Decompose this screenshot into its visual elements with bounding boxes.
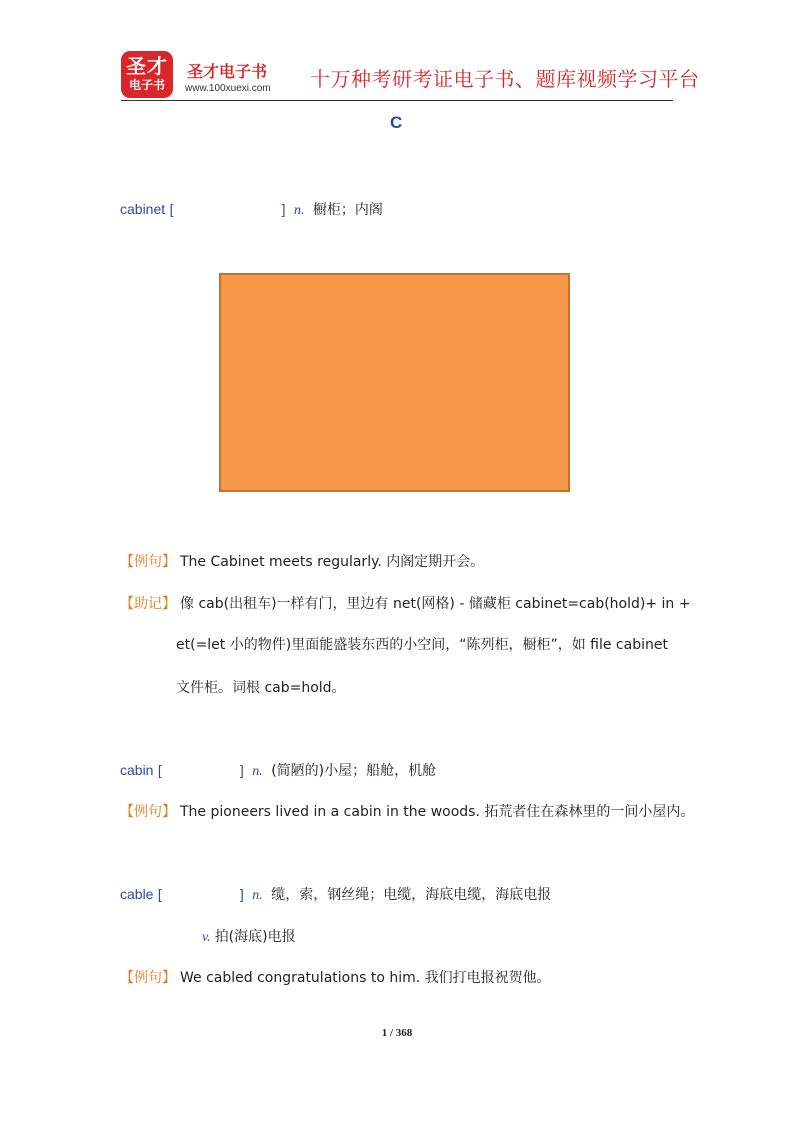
- entry-cable-verb-sense: [202, 926, 296, 946]
- entry-cabinet-example: [120, 551, 484, 571]
- headword: cabin: [120, 762, 154, 778]
- part-of-speech: n.: [252, 888, 263, 903]
- section-letter: C: [390, 113, 403, 132]
- brand-url: www.100xuexi.com: [185, 83, 271, 94]
- phonetic-open-bracket: [: [157, 886, 162, 902]
- illustration-image: [219, 273, 570, 492]
- entry-cabinet-headline: [120, 199, 383, 219]
- entry-cabinet-mnemonic: [120, 593, 690, 613]
- brand-name: 圣才电子书: [187, 62, 268, 81]
- logo-text-bottom: 电子书: [128, 78, 165, 92]
- mnemonic-line: 文件柜。词根 cab=hold。: [176, 680, 346, 696]
- entry-cabin-example: [120, 801, 694, 821]
- example-sentence: The pioneers lived in a cabin in the woods. 拓荒者住在森林里的一间小屋内。: [180, 804, 695, 820]
- definition: 拍(海底)电报: [214, 929, 296, 945]
- header-divider: [121, 100, 673, 101]
- part-of-speech: v.: [202, 930, 211, 945]
- definition: 橱柜；内阁: [312, 202, 383, 218]
- phonetic-close-bracket: ]: [239, 886, 244, 902]
- header-slogan: 十万种考研考证电子书、题库视频学习平台: [310, 67, 700, 91]
- part-of-speech: n.: [293, 203, 305, 218]
- example-tag: 【例句】: [120, 804, 176, 820]
- brand-logo: [121, 51, 173, 98]
- page-number: 1 / 368: [381, 1027, 413, 1039]
- phonetic-close-bracket: ]: [281, 201, 286, 217]
- mnemonic-tag: 【助记】: [120, 596, 176, 612]
- example-sentence: We cabled congratulations to him. 我们打电报祝贺他。: [180, 970, 551, 986]
- headword: cable: [120, 886, 154, 902]
- phonetic-open-bracket: [: [169, 201, 174, 217]
- example-tag: 【例句】: [120, 970, 176, 986]
- entry-cable-example: [120, 967, 551, 987]
- mnemonic-line: 像 cab(出租车)一样有门，里边有 net(网格) - 储藏柜 cabinet=cab(hold)+ in +: [180, 596, 691, 612]
- definition: (简陋的)小屋；船舱，机舱: [271, 763, 437, 779]
- phonetic-close-bracket: ]: [239, 762, 244, 778]
- entry-cabin-headline: [120, 760, 436, 780]
- headword: cabinet: [120, 201, 166, 217]
- example-sentence: The Cabinet meets regularly. 内阁定期开会。: [180, 554, 485, 570]
- phonetic-open-bracket: [: [157, 762, 162, 778]
- entry-cable-headline: [120, 884, 551, 904]
- definition: 缆，索，钢丝绳；电缆，海底电缆，海底电报: [271, 887, 552, 903]
- example-tag: 【例句】: [120, 554, 176, 570]
- mnemonic-line: et(=let 小的物件)里面能盛装东西的小空间，“陈列柜，橱柜”，如 file cabinet: [176, 637, 668, 653]
- part-of-speech: n.: [252, 764, 263, 779]
- logo-text-top: 圣才: [126, 54, 168, 78]
